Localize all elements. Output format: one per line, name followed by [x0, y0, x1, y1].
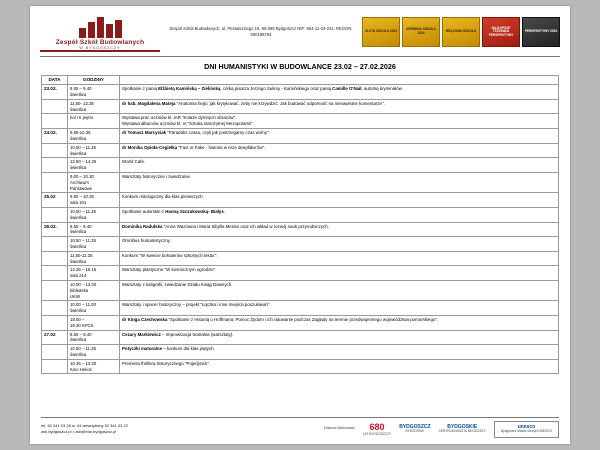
logo-bydgoszcz-caption: BYDGOSKIE [405, 429, 425, 434]
col-desc [120, 76, 559, 85]
cell-time: 10.50 – 11.35 świetlica [68, 237, 120, 252]
table-row [42, 129, 559, 144]
cell-time: 10.00 – 13.00 biblioteka UKW [68, 280, 120, 300]
table-row [42, 280, 559, 300]
cell-description: dr Kinga Czechowska "Spotkanie z Historią u Hoffmana: Pomoc Żydom i ich ratowanie podczas Zagłady na terenie przedwojennego województwa pomorskiego". [120, 315, 559, 330]
table-row [42, 85, 559, 100]
page-title: DNI HUMANISTYKI W BUDOWLANCE 23.02 – 27.02.2026 [204, 62, 396, 71]
table-row [42, 193, 559, 208]
badge-gold-3: BRĄZOWA SZKOŁA [442, 17, 480, 47]
cell-date [42, 99, 68, 114]
cell-description: Potyczki maturalne – konkurs dla klas piątych. [120, 345, 559, 360]
logo-680-lat [363, 422, 391, 436]
logo-handwriting-text: Emanuel Machnowski [323, 426, 355, 431]
cell-time: 11.50-12.35 świetlica [68, 251, 120, 266]
cell-date [42, 173, 68, 193]
cell-description: Konkurs "W świecie bohaterów szkolnych lektur". [120, 251, 559, 266]
cell-time: 8.55-10.35 świetlica [68, 129, 120, 144]
cell-description: Spotkanie z panią Elżbietą Kamińską – Zielińską, córką pisarza Jerzego Sulimy - Kamińskiego oraz panią Camille O'Nail, autorką kryminałów. [120, 85, 559, 100]
cell-time: 18.00 – 19.30 KPCK [68, 315, 120, 330]
cell-time: 8.55 – 9.40 świetlica [68, 85, 120, 100]
logo-bck-caption: CENTRUM MIASTA MŁODZIEŻY [438, 429, 486, 434]
badge-gold-2: SREBRNA SZKOŁA 2024 [402, 17, 440, 47]
cell-description: Dominika Radułska "Anna Wazówna i Maria Sibylla Merian oraz ich wkład w rozwój nauk przyrodniczych. [120, 222, 559, 237]
cell-time: 9.50 – 10.35 sala 101 [68, 193, 120, 208]
logo-name: Zespół Szkół Budowlanych [55, 39, 145, 46]
cell-time: 10.00 – 11.00 świetlica [68, 301, 120, 316]
cell-date [42, 359, 68, 374]
cell-date [42, 237, 68, 252]
footer-contact [41, 423, 191, 435]
cell-description: Wystawa prac uczniów kl. IAR "Kolaże dymnych obrazów". Wystawa albumów uczniów kl. IA "Sztuka starożytnej Mezopotamii". [120, 114, 559, 129]
table-row [42, 99, 559, 114]
table-row [42, 222, 559, 237]
table-row [42, 237, 559, 252]
cell-description: dr Tomasz Marcysiak "Paradoks czasu, czyli jak postrzegamy czas wolny". [120, 129, 559, 144]
cell-time: 12.50 – 14.25 świetlica [68, 158, 120, 173]
cell-date [42, 114, 68, 129]
school-logo [40, 12, 160, 52]
cell-date [42, 208, 68, 223]
table-body [42, 85, 559, 374]
table-row [42, 330, 559, 345]
badge-gold-1: ZŁOTA SZKOŁA 2024 [362, 17, 400, 47]
cell-time: 11.50- 12.35 świetlica [68, 99, 120, 114]
col-time: GODZINY [68, 76, 120, 85]
document-footer [30, 417, 570, 438]
cell-date [42, 158, 68, 173]
cell-description: dr Monika Opioła-Cegiełka "Fact or Fake - historia w erze deepfake'ów". [120, 143, 559, 158]
cell-description: Omnibus humanistyczny. [120, 237, 559, 252]
cell-date [42, 345, 68, 360]
school-address: Zespół Szkół Budowlanych, ul. Pestalozziego 18, 85-095 Bydgoszcz NIP: 554-11-03-231, REGON: 000199754 [169, 25, 353, 37]
cell-date: 26.02. [42, 222, 68, 237]
cell-description: dr hab. Magdalena Mateja "Anatomia hejtu: jak krytykować, żeby nie krzywdzić. Jak budować odporność na nienawistne komentarze". [120, 99, 559, 114]
cell-time: 10.35 – 13.00 Kino Helios [68, 359, 120, 374]
table-header-row [42, 76, 559, 85]
cell-time: hol i II piętro [68, 114, 120, 129]
cell-description: Warsztaty plastyczne "W kosmicznym ogrodzie". [120, 266, 559, 281]
cell-time: 10.50 – 11.35 świetlica [68, 345, 120, 360]
cell-description: Konkurs mitologiczny dla klas pierwszych. [120, 193, 559, 208]
cell-description: Warsztaty i spacer historyczny – projekt "Łączka i inne miejsca poszukiwań". [120, 301, 559, 316]
document-header [30, 6, 570, 54]
logo-handwriting [324, 427, 355, 431]
cell-description: Cezary Markiewicz – Improwizacja teatralna (warsztaty). [120, 330, 559, 345]
cell-description: Warsztaty z kaligrafii, zwiedzanie Działu Ksiąg Dawnych. [120, 280, 559, 300]
partner-logos [197, 421, 559, 438]
table-row [42, 158, 559, 173]
logo-bydgoszcz [399, 425, 430, 434]
cell-date [42, 315, 68, 330]
award-badges [362, 17, 560, 47]
cell-time: 8.55 – 9.40 świetlica [68, 330, 120, 345]
col-date: DATA [42, 76, 68, 85]
table-row [42, 251, 559, 266]
cell-date [42, 280, 68, 300]
cell-date: 23.02. [42, 85, 68, 100]
logo-unesco [494, 421, 559, 438]
table-row [42, 143, 559, 158]
logo-bars-icon [79, 16, 122, 38]
logo-bydgoszcz-text: BYDGOSZCZ [399, 423, 431, 430]
table-row [42, 114, 559, 129]
footer-phone: tel. 52 341 03 28 w. 44 wewnętrzny 52 341 03 22 [41, 423, 128, 429]
cell-description: World Cafe. [120, 158, 559, 173]
cell-description: Spotkanie autorskie z Hanną Szczukowską- Białys. [120, 208, 559, 223]
cell-description: Warsztaty historyczne i zwiedzanie. [120, 173, 559, 193]
cell-date [42, 143, 68, 158]
table-row [42, 359, 559, 374]
cell-time: 10.50 – 11.35 świetlica [68, 143, 120, 158]
table-row [42, 301, 559, 316]
cell-time: 9.00 – 10.30 Archiwum Państwowe [68, 173, 120, 193]
logo-680-number: 680 [369, 422, 385, 433]
logo-bck [439, 425, 486, 434]
logo-subtitle: W BYDGOSZCZY [79, 46, 121, 50]
cell-time: 14.25 – 16.15 sala 214 [68, 266, 120, 281]
cell-time: 10.50 – 11.35 świetlica [68, 208, 120, 223]
logo-bck-text: BYDGOSKIE [447, 423, 478, 430]
footer-email[interactable]: zsb.bydgoszcz.pl • zsb@edu.bydgoszcz.pl [41, 429, 117, 435]
footer-divider [41, 417, 559, 418]
document-page [30, 6, 570, 444]
logo-unesco-text: unesco [517, 423, 536, 430]
logo-unesco-caption: Bydgoszcz Miasto Muzyki UNESCO [500, 429, 552, 434]
badge-perspektywy-2024: PERSPEKTYWY 2024 [522, 17, 560, 47]
cell-date: 24.02. [42, 129, 68, 144]
table-row [42, 345, 559, 360]
cell-date [42, 301, 68, 316]
cell-description: Premiera thrillera historycznego "Pojedynek". [120, 359, 559, 374]
cell-date [42, 266, 68, 281]
table-row [42, 173, 559, 193]
schedule-table [41, 75, 559, 374]
cell-time: 8.55 – 9.40 świetlica [68, 222, 120, 237]
cell-date: 27.02 [42, 330, 68, 345]
table-row [42, 208, 559, 223]
badge-perspektywy: NAJLEPSZE TECHNIKA PERSPEKTYWY [482, 17, 520, 47]
cell-date: 25.02 [42, 193, 68, 208]
table-row [42, 266, 559, 281]
table-row [42, 315, 559, 330]
cell-date [42, 251, 68, 266]
logo-680-caption: LAT BYDGOSZCZY [362, 431, 392, 436]
